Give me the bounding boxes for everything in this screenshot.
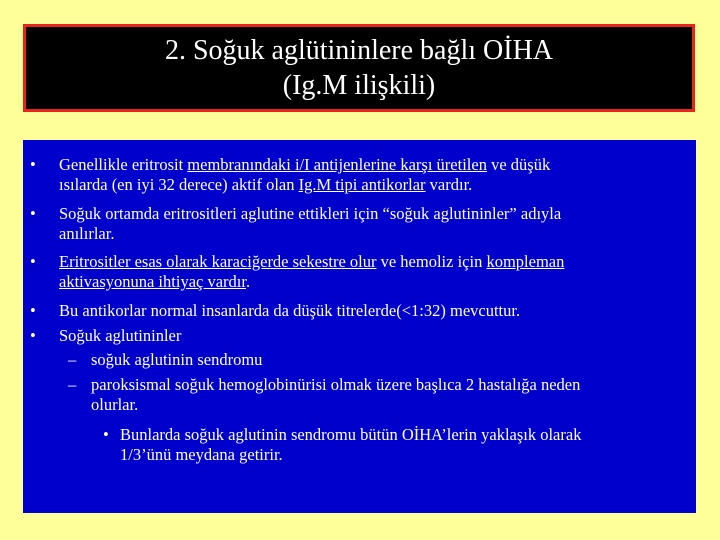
list-item-1-line-2: ısılarda (en iyi 32 derece) aktif olan Ig.M tipi antikorlar vardır. xyxy=(59,175,473,194)
list-item-4 xyxy=(59,301,520,321)
list-item-3 xyxy=(59,252,564,292)
bullet-icon: • xyxy=(103,425,109,444)
list-item-5 xyxy=(59,326,181,346)
list-item-1 xyxy=(59,155,550,195)
sub-item-2-line-2: olurlar. xyxy=(91,395,139,414)
sub-sub-item-1 xyxy=(120,425,581,465)
sub-sub-item-1-line-1: Bunlarda soğuk aglutinin sendromu bütün OİHA’lerin yaklaşık olarak xyxy=(120,425,582,444)
slide-title-box xyxy=(23,24,695,112)
sub-item-1 xyxy=(91,350,262,370)
sub-item-1-line-1: soğuk aglutinin sendromu xyxy=(91,350,263,369)
dash-icon: – xyxy=(68,375,77,394)
underlined-term: aktivasyonuna ihtiyaç vardır xyxy=(59,272,246,291)
underlined-term: Eritrositler esas olarak karaciğerde sekestre olur xyxy=(59,252,377,271)
sub-item-2 xyxy=(91,375,580,415)
list-item-4-line-1: Bu antikorlar normal insanlarda da düşük titrelerde(<1:32) mevcuttur. xyxy=(59,301,521,320)
dash-icon: – xyxy=(68,350,77,369)
underlined-term: kompleman xyxy=(486,252,565,271)
bullet-icon: • xyxy=(30,204,36,223)
list-item-2 xyxy=(59,204,561,244)
underlined-term: Ig.M tipi antikorlar xyxy=(298,175,426,194)
content-box xyxy=(23,140,696,513)
list-item-2-line-1: Soğuk ortamda eritrositleri aglutine ettikleri için “soğuk aglutininler” adıyla xyxy=(59,204,562,223)
bullet-icon: • xyxy=(30,301,36,320)
slide-title-line-1: 2. Soğuk aglütininlere bağlı OİHA xyxy=(164,35,554,66)
slide-title-line-2: (Ig.M ilişkili) xyxy=(282,70,436,101)
underlined-term: membranındaki i/I antijenlerine karşı üretilen xyxy=(187,155,487,174)
list-item-5-line-1: Soğuk aglutininler xyxy=(59,326,182,345)
list-item-3-line-1: Eritrositler esas olarak karaciğerde sekestre olur ve hemoliz için kompleman xyxy=(59,252,565,271)
list-item-1-line-1: Genellikle eritrosit membranındaki i/I antijenlerine karşı üretilen ve düşük xyxy=(59,155,551,174)
bullet-icon: • xyxy=(30,252,36,271)
sub-item-2-line-1: paroksismal soğuk hemoglobinürisi olmak üzere başlıca 2 hastalığa neden xyxy=(91,375,581,394)
bullet-icon: • xyxy=(30,326,36,345)
list-item-2-line-2: anılırlar. xyxy=(59,224,115,243)
bullet-icon: • xyxy=(30,155,36,174)
sub-sub-item-1-line-2: 1/3’ünü meydana getirir. xyxy=(120,445,283,464)
list-item-3-line-2: aktivasyonuna ihtiyaç vardır. xyxy=(59,272,251,291)
